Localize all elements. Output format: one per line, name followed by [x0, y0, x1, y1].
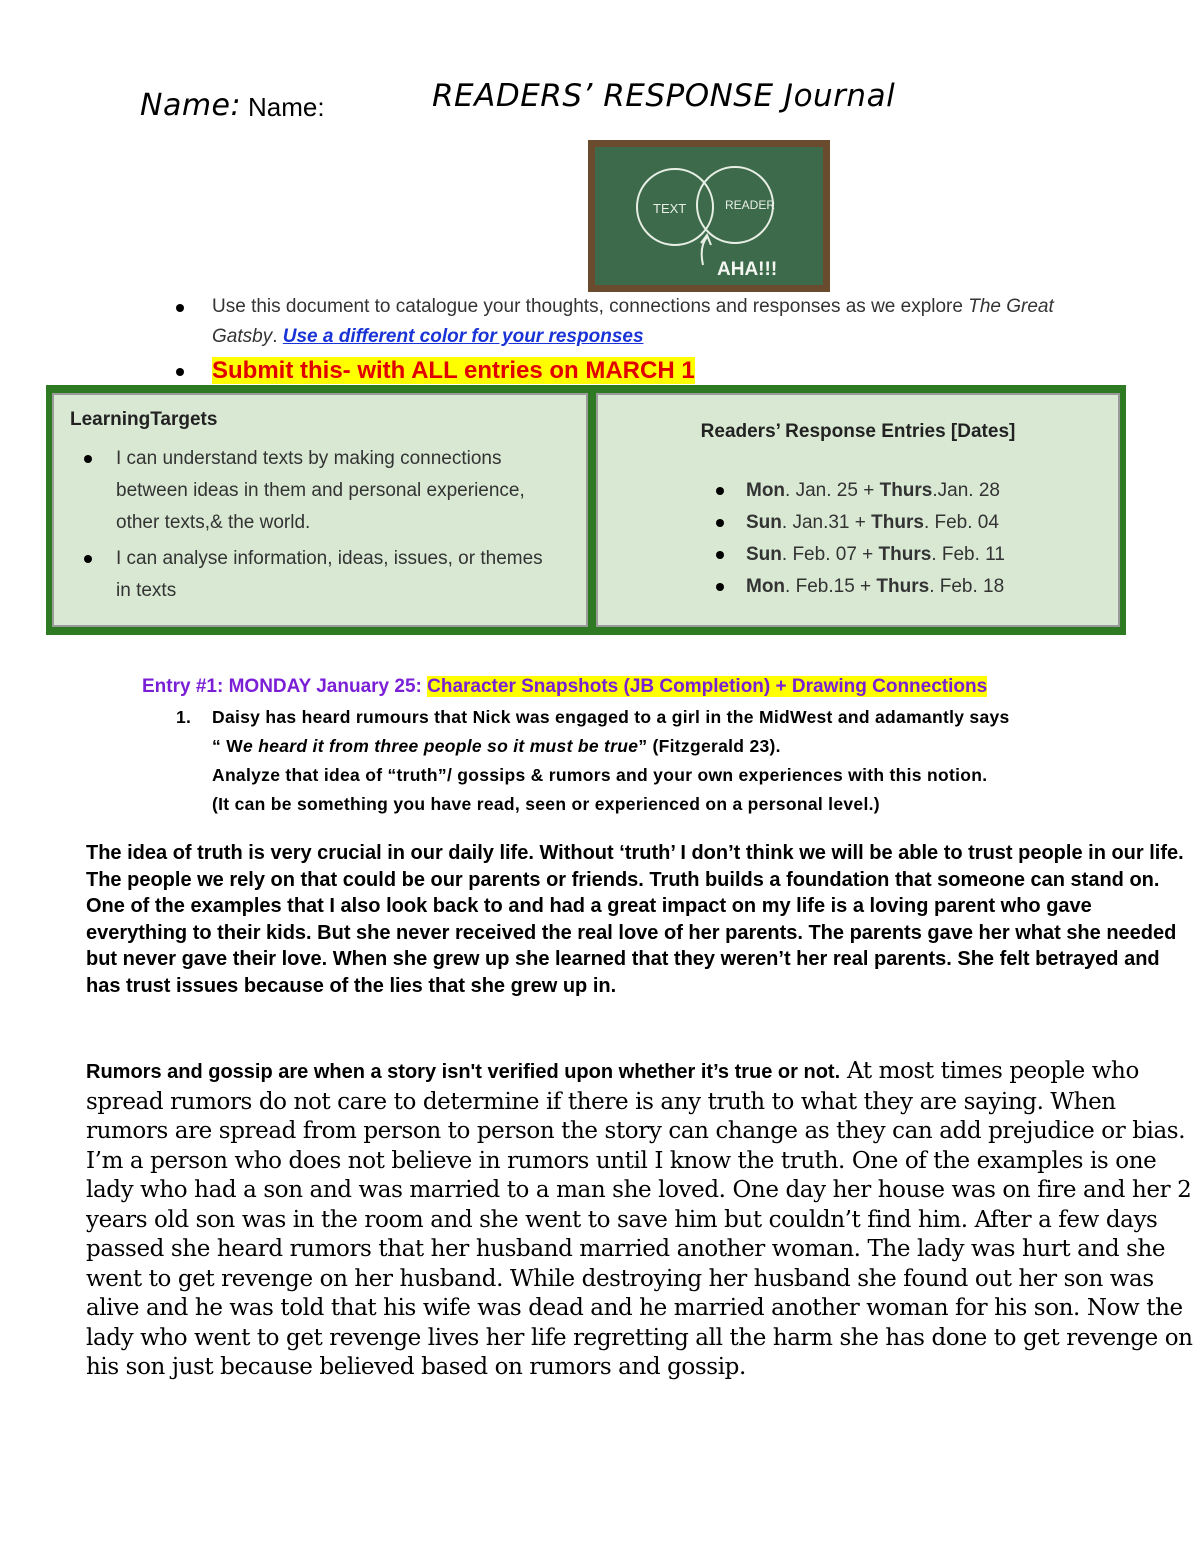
- date-text: . Feb.15 +: [785, 576, 877, 597]
- learning-targets-list: [70, 443, 560, 611]
- entry-dates-panel: [596, 393, 1120, 627]
- venn-label-reader: READER: [725, 198, 776, 212]
- bullet-icon: [716, 519, 724, 527]
- learning-target-text: I can analyse information, ideas, issues, or themes in texts: [116, 548, 543, 601]
- day-label: Mon: [746, 576, 786, 597]
- bullet-icon: [84, 555, 92, 563]
- deadline-item: [160, 356, 1120, 386]
- entry-prompt: [176, 703, 1176, 819]
- instruction-punct: .: [272, 326, 283, 347]
- entry-date-row: [708, 571, 1005, 603]
- entry-topic: Character Snapshots (JB Completion) + Drawing Connections: [427, 676, 988, 697]
- date-text: . Feb. 11: [931, 544, 1005, 565]
- bullet-icon: [716, 551, 724, 559]
- venn-diagram-drawing: [595, 147, 823, 285]
- day-label: Sun: [746, 512, 782, 533]
- date-text: . Jan. 25 +: [785, 480, 880, 501]
- entry-dates-title: Readers’ Response Entries [Dates]: [700, 421, 1016, 442]
- color-instruction-link[interactable]: Use a different color for your responses: [282, 326, 644, 347]
- response-paragraph: The idea of truth is very crucial in our daily life. Without ‘truth’ I don’t think we will be able to trust people in our life. The people we rely on that could be our parents or friends. Truth builds a foundation that someone can stand on. One of the examples that I also look back to and had a great impact on my life is a loving parent who gave everything to their kids. But she never received the real love of her parents. The parents gave her what she needed but never gave their love. When she grew up she learned that they weren’t her real parents. She felt betrayed and has trust issues because of the lies that she grew up in.: [86, 842, 1184, 997]
- prompt-line: Daisy has heard rumours that Nick was engaged to a girl in the MidWest and adamantly says: [212, 707, 1010, 727]
- response-paragraph: [86, 1057, 1198, 1383]
- date-text: .Jan. 28: [932, 480, 1000, 501]
- quote-text: e heard it from three people so it must be true: [243, 736, 639, 756]
- day-label: Thurs: [878, 544, 932, 565]
- bullet-icon: [716, 487, 724, 495]
- prompt-line: (It can be something you have read, seen or experienced on a personal level.): [212, 794, 880, 814]
- bullet-icon: [176, 304, 184, 312]
- day-label: Thurs: [876, 576, 930, 597]
- day-label: Sun: [746, 544, 782, 565]
- bullet-icon: [716, 583, 724, 591]
- learning-targets-title: LearningTargets: [70, 409, 218, 430]
- entry-label: Entry #1: MONDAY January 25:: [142, 676, 428, 697]
- targets-banner: [46, 385, 1126, 635]
- day-label: Thurs: [871, 512, 924, 533]
- response-text: At most times people who spread rumors do not care to determine if there is any truth to what they are saying. When rumors are spread from person to person the story can change as they can add prejudice or bias. I’m a person who does not believe in rumors until I know the truth. One of the examples is one lady who had a son and was married to a man she loved. One day her house was on fire and her 2 years old son was in the room and she went to save him but couldn’t find him. After a few days passed she heard rumors that her husband married another woman. The lady was hurt and she went to get revenge on her husband. While destroying her husband she found out her son was alive and he was told that his wife was dead and he married another woman for his son. Now the lady who went to get revenge lives her life regretting all the harm she has done to get revenge on his son just because believed based on rumors and gossip.: [86, 1058, 1193, 1380]
- date-text: . Feb. 04: [923, 512, 999, 533]
- chalkboard-image: [588, 140, 830, 292]
- date-text: . Feb. 18: [929, 576, 1005, 597]
- quote-citation: ” (Fitzgerald 23).: [638, 736, 781, 756]
- quote-open: “ W: [212, 736, 244, 756]
- prompt-quote-line: [212, 732, 1176, 761]
- bullet-icon: [176, 368, 184, 376]
- prompt-body: [176, 703, 1176, 819]
- bullet-icon: [84, 455, 92, 463]
- date-text: . Feb. 07 +: [781, 544, 879, 565]
- name-label: Name:: [248, 92, 325, 122]
- instruction-item: [160, 292, 1120, 352]
- deadline-text: Submit this- with ALL entries on MARCH 1: [212, 357, 695, 384]
- venn-label-text: TEXT: [653, 201, 687, 216]
- prompt-number: 1.: [176, 707, 192, 727]
- entry-dates-list: [708, 475, 1005, 603]
- chalkboard-surface: [595, 147, 823, 285]
- learning-target-item: [70, 543, 560, 607]
- instruction-text: Use this document to catalogue your thoughts, connections and responses as we explore: [212, 296, 969, 317]
- date-text: . Jan.31 +: [781, 512, 872, 533]
- learning-targets-panel: [52, 393, 588, 627]
- entry-date-row: [708, 507, 1005, 539]
- book-title: The Great Gatsby: [212, 296, 1054, 347]
- day-label: Thurs: [879, 480, 933, 501]
- name-label-script: Name:: [140, 88, 242, 123]
- instruction-list: [160, 292, 1120, 386]
- page-title: READERS’ RESPONSE Journal: [432, 78, 896, 114]
- response-lead-sentence: Rumors and gossip are when a story isn't verified upon whether it’s true or not.: [86, 1061, 841, 1083]
- entry-date-row: [708, 475, 1005, 507]
- entry-date-row: [708, 539, 1005, 571]
- learning-target-text: I can understand texts by making connections between ideas in them and personal experience, other texts,& the world.: [116, 448, 525, 533]
- day-label: Mon: [746, 480, 786, 501]
- prompt-line: Analyze that idea of “truth”/ gossips & rumors and your own experiences with this notion.: [212, 765, 988, 785]
- entry-heading: [142, 676, 987, 698]
- learning-target-item: [70, 443, 560, 539]
- aha-text: AHA!!!: [717, 259, 778, 280]
